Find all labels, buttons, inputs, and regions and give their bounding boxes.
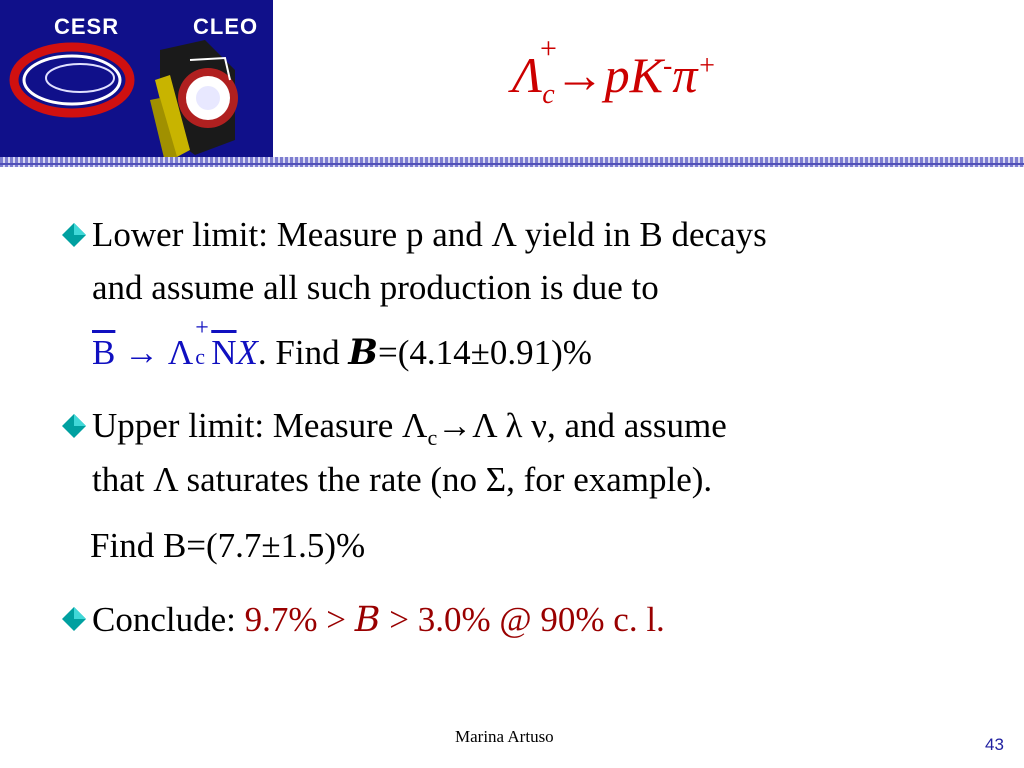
eq-value: =(4.14±0.91)% bbox=[377, 333, 592, 372]
eq-lambda: Λ bbox=[167, 333, 194, 372]
cesr-label: CESR bbox=[54, 14, 120, 39]
page-number: 43 bbox=[985, 735, 1004, 754]
title-pi-sup: + bbox=[697, 50, 717, 82]
bullet1-line2: and assume all such production is due to bbox=[92, 268, 659, 307]
footer-author: Marina Artuso bbox=[455, 727, 554, 746]
conclusion-script-b: B bbox=[354, 600, 381, 640]
title-lambda-sub: c bbox=[542, 79, 555, 110]
eq-x: X bbox=[236, 333, 258, 372]
header-divider bbox=[0, 157, 1024, 167]
bullet1-line1: Lower limit: Measure p and Λ yield in B decays bbox=[92, 215, 767, 254]
eq-bbar: $\overline{B}$ bbox=[92, 333, 116, 372]
bullet3-line bbox=[92, 602, 665, 638]
slide-title bbox=[512, 32, 717, 111]
diamond-bullet-icon bbox=[62, 223, 86, 247]
eq-find: . Find bbox=[257, 333, 349, 372]
bullet2-line1-pre: Upper limit: Measure Λ bbox=[92, 406, 428, 445]
eq-lambda-indices bbox=[193, 315, 211, 369]
cesr-cleo-logo bbox=[0, 0, 273, 157]
title-pi: π bbox=[672, 47, 698, 103]
title-lambda: Λ bbox=[512, 47, 543, 103]
eq-lambda-c: c bbox=[195, 344, 206, 369]
bullet2-line1-post: →Λ λ ν, and assume bbox=[437, 406, 727, 445]
bullet2-line3: Find B=(7.7±1.5)% bbox=[90, 526, 366, 565]
header-divider-line bbox=[0, 163, 1024, 165]
title-arrow: → bbox=[554, 47, 605, 103]
title-lambda-plus: + bbox=[540, 32, 557, 65]
bullet2-line2: that Λ saturates the rate (no Σ, for example). bbox=[92, 460, 713, 499]
eq-arrow: → bbox=[115, 333, 168, 372]
conclusion-b: > 3.0% @ 90% c. l. bbox=[380, 600, 665, 639]
eq-script-b: B bbox=[348, 332, 378, 373]
diamond-bullet-icon bbox=[62, 607, 86, 631]
title-p: p bbox=[604, 47, 630, 103]
bullet1-equation bbox=[92, 315, 592, 373]
bullet2-line1-sub: c bbox=[427, 425, 438, 450]
title-K: K bbox=[629, 47, 663, 103]
bullet2-line1 bbox=[92, 408, 727, 449]
diamond-bullet-icon bbox=[62, 414, 86, 438]
eq-nbar: $\overline{N}$ bbox=[211, 333, 237, 372]
cleo-label: CLEO bbox=[193, 14, 259, 39]
title-K-sup: - bbox=[663, 50, 673, 82]
eq-lambda-plus: + bbox=[195, 315, 209, 341]
conclude-label: Conclude: bbox=[92, 600, 245, 639]
conclusion-a: 9.7% > bbox=[244, 600, 355, 639]
